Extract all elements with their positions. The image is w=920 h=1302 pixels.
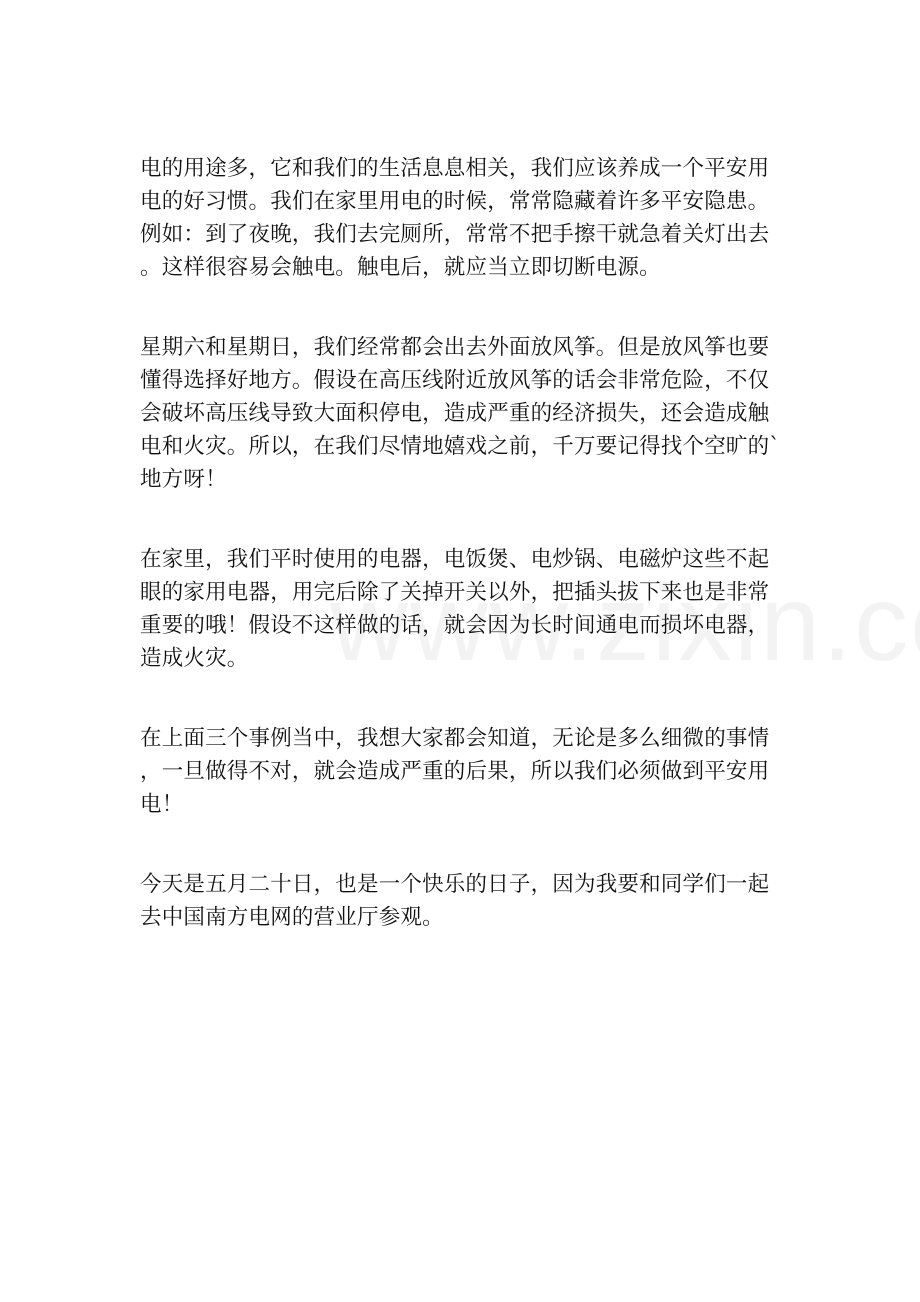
text-line: 电的好习惯。我们在家里用电的时候，常常隐藏着许多平安隐患。 xyxy=(140,189,770,214)
text-line: 电的用途多，它和我们的生活息息相关，我们应该养成一个平安用 xyxy=(140,156,770,181)
text-line: 电和火灾。所以，在我们尽情地嬉戏之前，千万要记得找个空旷的` xyxy=(140,434,781,459)
text-line: 今天是五月二十日，也是一个快乐的日子，因为我要和同学们一起 xyxy=(140,872,770,897)
text-line: 电！ xyxy=(140,792,184,817)
paragraph-3 xyxy=(140,543,785,675)
text-line: 造成火灾。 xyxy=(140,646,249,671)
text-line: 在上面三个事例当中，我想大家都会知道，无论是多么细微的事情 xyxy=(140,726,770,751)
text-line: 星期六和星期日，我们经常都会出去外面放风筝。但是放风筝也要 xyxy=(140,335,770,360)
text-line: 眼的家用电器，用完后除了关掉开关以外，把插头拔下来也是非常 xyxy=(140,580,770,605)
paragraph-2 xyxy=(140,331,785,496)
paragraph-5 xyxy=(140,868,785,934)
text-line: 去中国南方电网的营业厅参观。 xyxy=(140,905,444,930)
text-line: 在家里，我们平时使用的电器，电饭煲、电炒锅、电磁炉这些不起 xyxy=(140,547,770,572)
text-line: 。这样很容易会触电。触电后，就应当立即切断电源。 xyxy=(140,255,661,280)
document-body xyxy=(140,152,785,981)
text-line: ，一旦做得不对，就会造成严重的后果，所以我们必须做到平安用 xyxy=(140,759,770,784)
text-line: 重要的哦！假设不这样做的话，就会因为长时间通电而损坏电器， xyxy=(140,613,770,638)
text-line: 会破坏高压线导致大面积停电，造成严重的经济损失，还会造成触 xyxy=(140,401,770,426)
paragraph-1 xyxy=(140,152,785,284)
text-line: 地方呀！ xyxy=(140,467,227,492)
text-line: 例如：到了夜晚，我们去完厕所，常常不把手擦干就急着关灯出去 xyxy=(140,222,770,247)
text-line: 懂得选择好地方。假设在高压线附近放风筝的话会非常危险，不仅 xyxy=(140,368,770,393)
paragraph-4 xyxy=(140,722,785,821)
